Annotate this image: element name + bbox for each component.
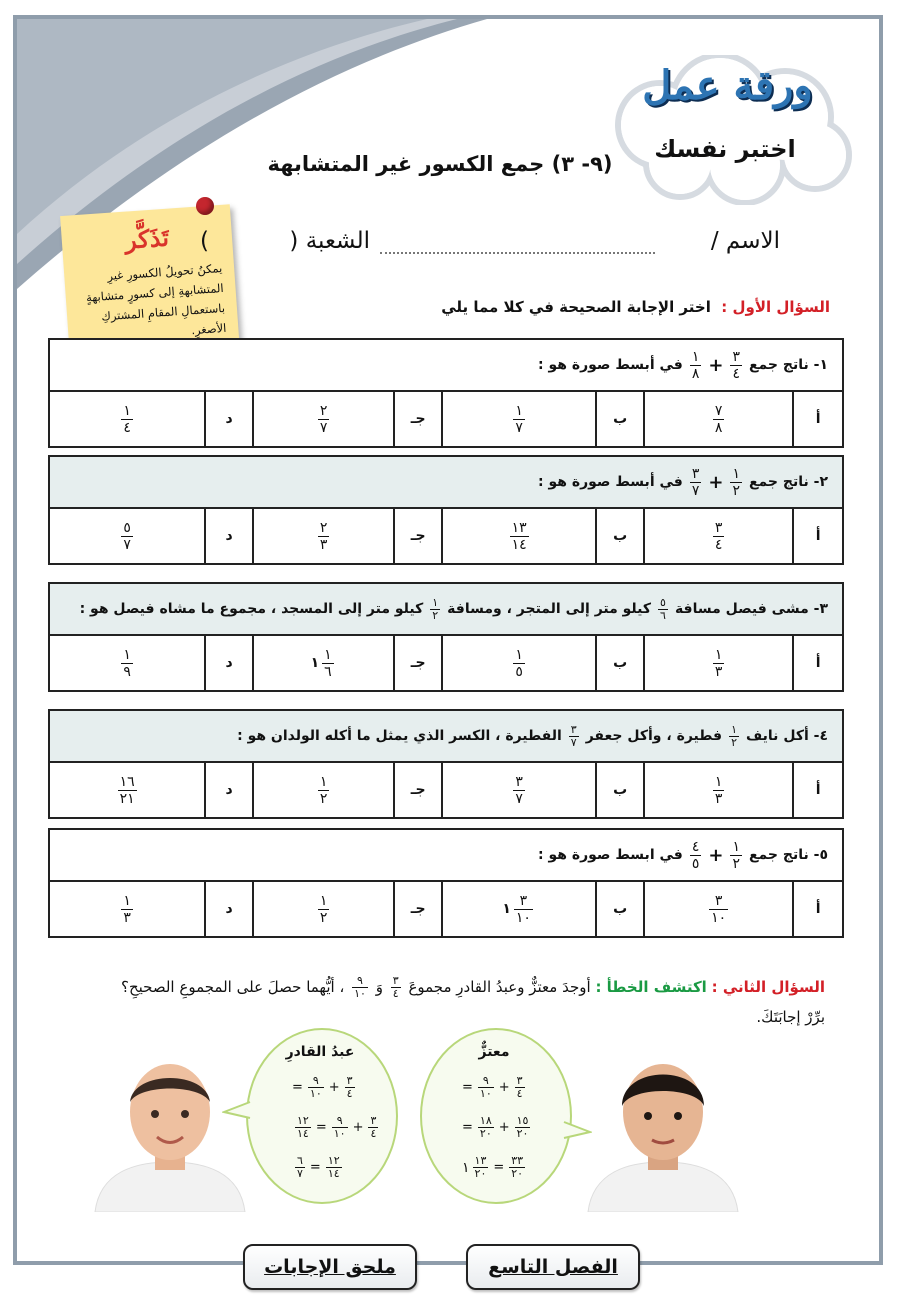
work-line: $\frac{١٢}{١٤}$ = $\frac{٦}{٧}$ bbox=[297, 1154, 340, 1180]
worksheet-title: ورقة عمل bbox=[642, 62, 813, 109]
option-letter: د bbox=[204, 636, 252, 690]
question-text: ٤- أكل نايف $\frac{١}{٢}$ فطيرة ، وأكل جعفر $\frac{٣}{٧}$ الفطيرة ، الكسر الذي يمثل ما أكله الولدان هو : bbox=[50, 711, 842, 763]
pin-icon bbox=[196, 197, 214, 215]
option-choice[interactable]: $\frac{١}{٢}$ bbox=[252, 882, 393, 936]
option-letter: ب bbox=[595, 763, 643, 817]
option-choice[interactable]: ١ $\frac{١}{٦}$ bbox=[252, 636, 393, 690]
option-letter: أ bbox=[792, 882, 842, 936]
option-choice[interactable]: $\frac{١}{٣}$ bbox=[643, 763, 792, 817]
option-choice[interactable]: $\frac{١٦}{٢١}$ bbox=[119, 773, 135, 807]
work-line: $\frac{٣}{٤}$ + $\frac{٩}{١٠}$ = bbox=[462, 1074, 523, 1100]
option-letter: أ bbox=[792, 636, 842, 690]
lesson-title: (٩- ٣) جمع الكسور غير المتشابهة bbox=[267, 152, 613, 176]
option-letter: د bbox=[204, 763, 252, 817]
option-choice[interactable]: $\frac{٢}{٧}$ bbox=[252, 392, 393, 446]
option-choice[interactable]: $\frac{١}{٣}$ bbox=[123, 892, 131, 926]
option-letter: جـ bbox=[393, 763, 441, 817]
question-text: ٥- ناتج جمع $\frac{١}{٢}$ + $\frac{٤}{٥}$ في ابسط صورة هو : bbox=[50, 830, 842, 882]
option-letter: أ bbox=[792, 509, 842, 563]
question-1-item-3 bbox=[48, 582, 844, 692]
question-2-title: السؤال الثاني : اكتشف الخطأ : أوجدَ معتزٌّ وعبدُ القادرِ مجموعَ $\frac{٣}{٤}$ وَ $\frac{٩}{١٠}$ ، أيُّهما حصلَ على المجموعِ الصحيحِ؟ برِّرْ إجابَتَكَ. bbox=[121, 974, 825, 1026]
options-row bbox=[50, 882, 842, 936]
option-letter: ب bbox=[595, 509, 643, 563]
question-1-item-1 bbox=[48, 338, 844, 448]
work-line: $\frac{٣٣}{٢٠}$ = ١ $\frac{١٣}{٢٠}$ bbox=[462, 1154, 524, 1180]
options-row bbox=[50, 763, 842, 817]
option-letter: ب bbox=[595, 636, 643, 690]
options-row bbox=[50, 509, 842, 563]
work-line: $\frac{١٥}{٢٠}$ + $\frac{١٨}{٢٠}$ = bbox=[462, 1114, 529, 1140]
worksheet-subtitle: اختبر نفسك bbox=[654, 135, 796, 163]
option-choice[interactable]: $\frac{٢}{٣}$ bbox=[252, 509, 393, 563]
section-field[interactable]: الشعبة ( ) bbox=[200, 228, 370, 254]
option-letter: أ bbox=[792, 392, 842, 446]
question-text: ١- ناتج جمع $\frac{٣}{٤}$ + $\frac{١}{٨}$ في أبسط صورة هو : bbox=[50, 340, 842, 392]
answers-appendix-button[interactable]: ملحق الإجابات bbox=[243, 1244, 417, 1290]
student-info bbox=[200, 228, 780, 268]
option-choice[interactable]: ١ $\frac{٣}{١٠}$ bbox=[441, 882, 595, 936]
right-student-name: معتزٌّ bbox=[478, 1044, 510, 1060]
student-left-image bbox=[85, 1062, 255, 1212]
option-choice[interactable]: $\frac{٣}{١٠}$ bbox=[643, 882, 792, 936]
work-line: $\frac{٣}{٤}$ + $\frac{٩}{١٠}$ = bbox=[292, 1074, 353, 1100]
question-1-title: السؤال الأول : اختر الإجابة الصحيحة في كلا مما يلي bbox=[441, 298, 830, 316]
question-text: ٢- ناتج جمع $\frac{١}{٢}$ + $\frac{٣}{٧}$ في أبسط صورة هو : bbox=[50, 457, 842, 509]
option-choice[interactable]: $\frac{٣}{٤}$ bbox=[643, 509, 792, 563]
option-choice[interactable]: $\frac{١}{٩}$ bbox=[123, 646, 131, 680]
option-letter: ب bbox=[595, 882, 643, 936]
option-letter: د bbox=[204, 392, 252, 446]
left-student-name: عبدُ القادرِ bbox=[285, 1044, 355, 1060]
option-letter: ب bbox=[595, 392, 643, 446]
work-line: $\frac{٣}{٤}$ + $\frac{٩}{١٠}$ = $\frac{١٢}{١٤}$ bbox=[297, 1114, 377, 1140]
option-choice[interactable]: $\frac{١}{٢}$ bbox=[252, 763, 393, 817]
question-text: ٣- مشى فيصل مسافة $\frac{٥}{٦}$ كيلو متر إلى المتجر ، ومسافة $\frac{١}{٢}$ كيلو متر إلى المسجد ، مجموع ما مشاه فيصل هو : bbox=[50, 584, 842, 636]
option-letter: د bbox=[204, 509, 252, 563]
option-choice[interactable]: $\frac{١٣}{١٤}$ bbox=[441, 509, 595, 563]
question-1-item-5 bbox=[48, 828, 844, 938]
option-choice[interactable]: $\frac{١}{٥}$ bbox=[441, 636, 595, 690]
option-choice[interactable]: $\frac{٥}{٧}$ bbox=[123, 519, 131, 553]
name-field[interactable] bbox=[380, 252, 655, 254]
option-choice[interactable]: $\frac{١}{٤}$ bbox=[123, 402, 131, 436]
option-letter: جـ bbox=[393, 392, 441, 446]
note-title: تَذَكَّر bbox=[123, 222, 170, 255]
option-choice[interactable]: $\frac{٣}{٧}$ bbox=[441, 763, 595, 817]
option-letter: جـ bbox=[393, 882, 441, 936]
options-row bbox=[50, 392, 842, 446]
option-letter: د bbox=[204, 882, 252, 936]
option-letter: جـ bbox=[393, 636, 441, 690]
option-choice[interactable]: $\frac{٧}{٨}$ bbox=[643, 392, 792, 446]
option-letter: أ bbox=[792, 763, 842, 817]
name-label: الاسم / bbox=[710, 228, 780, 254]
option-choice[interactable]: $\frac{١}{٧}$ bbox=[441, 392, 595, 446]
question-1-item-2 bbox=[48, 455, 844, 565]
note-text: يمكنُ تحويلُ الكسورِ غيرِ المتشابهةِ إلى كسورٍ متشابهةٍ باستعمالِ المقامِ المشتركِ الأصغرِ. bbox=[85, 260, 227, 338]
question-1-item-4 bbox=[48, 709, 844, 819]
option-letter: جـ bbox=[393, 509, 441, 563]
options-row bbox=[50, 636, 842, 690]
option-choice[interactable]: $\frac{١}{٣}$ bbox=[643, 636, 792, 690]
chapter-nine-button[interactable]: الفصل التاسع bbox=[466, 1244, 640, 1290]
student-right-image bbox=[578, 1062, 748, 1212]
